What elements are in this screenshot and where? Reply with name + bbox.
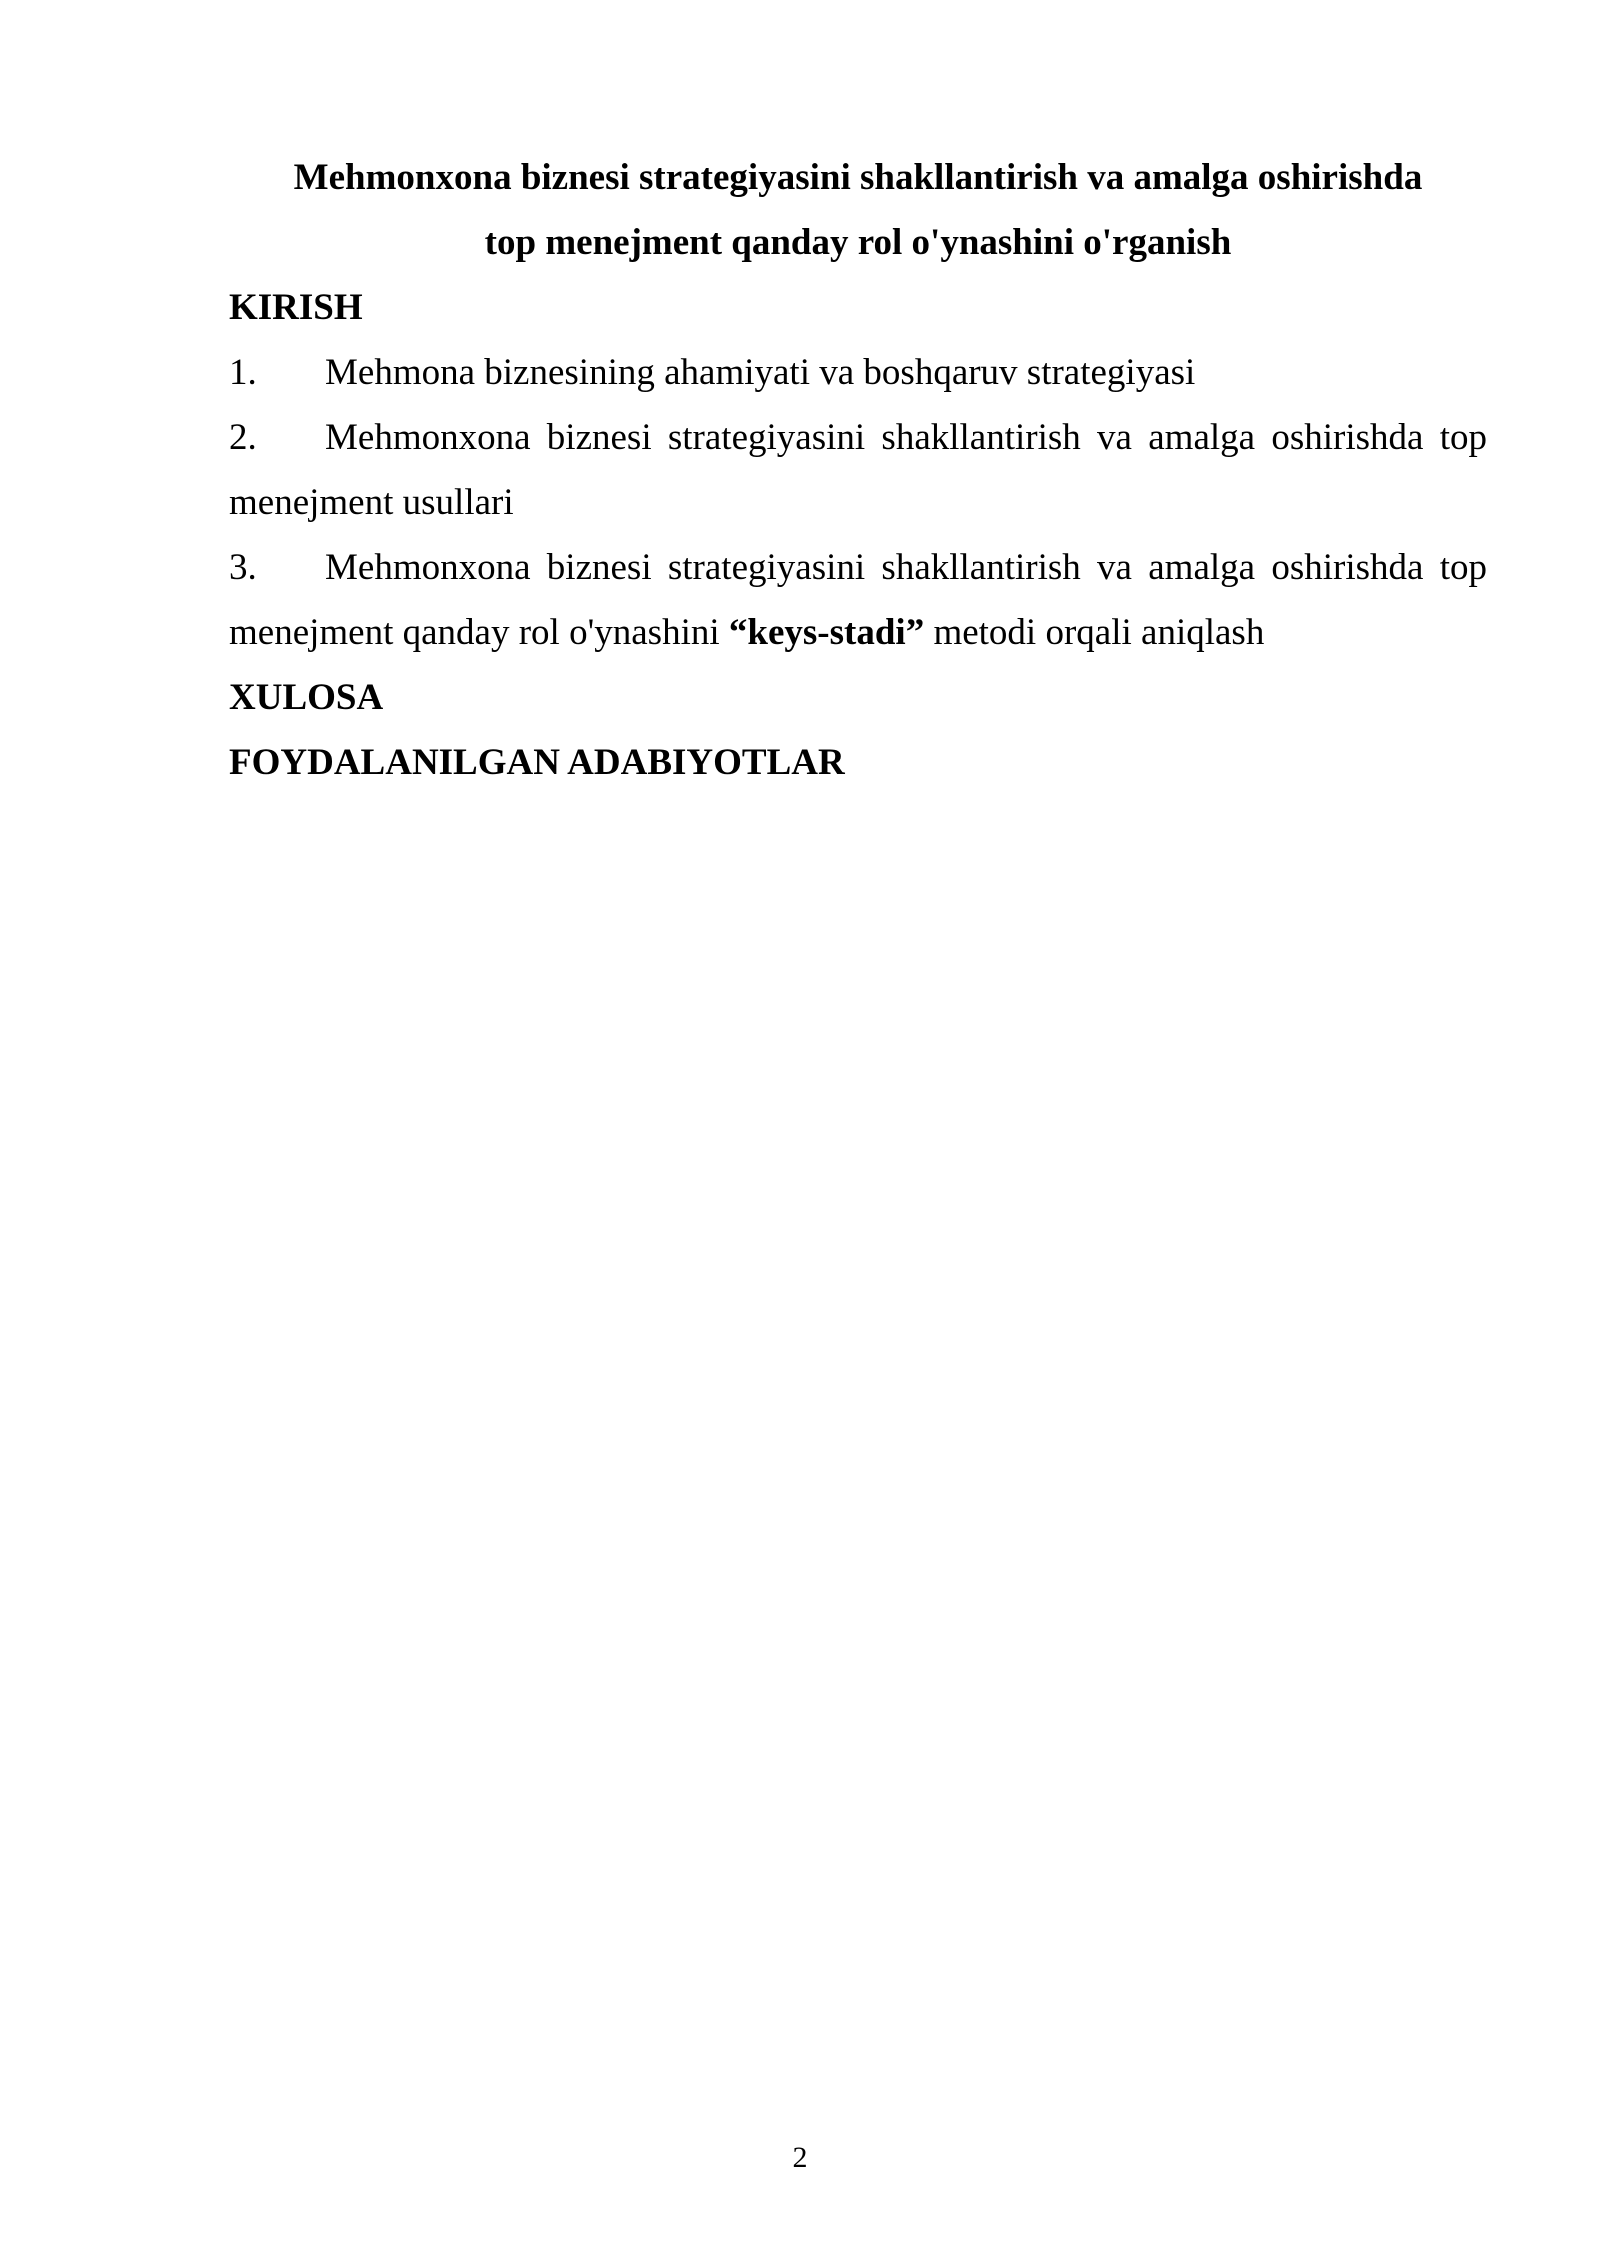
toc-item-1 (229, 340, 1487, 405)
toc-item-text: Mehmonxona biznesi strategiyasini shakllantirish va amalga oshirishda top menejment qanday rol o'ynashini (229, 547, 1487, 653)
conclusion-heading: XULOSA (229, 677, 384, 718)
toc-item-2 (229, 405, 1487, 535)
page-number: 2 (792, 2141, 808, 2174)
toc-item-number: 1. (229, 352, 257, 393)
toc-item-number: 3. (229, 547, 257, 588)
toc-item-3 (229, 535, 1487, 665)
toc-item-emphasis: “keys-stadi” (728, 612, 925, 653)
references-heading: FOYDALANILGAN ADABIYOTLAR (229, 742, 845, 783)
toc-item-text-end: metodi orqali aniqlash (924, 612, 1265, 653)
document-title: Mehmonxona biznesi strategiyasini shakllantirish va amalga oshirishda top menejment qanday rol o'ynashini o'rganish (293, 157, 1423, 263)
toc-item-number: 2. (229, 417, 257, 458)
toc-item-text: Mehmonxona biznesi strategiyasini shakllantirish va amalga oshirishda top menejment usullari (229, 417, 1487, 523)
intro-heading: KIRISH (229, 287, 363, 328)
toc-item-text: Mehmona biznesining ahamiyati va boshqaruv strategiyasi (325, 352, 1196, 393)
document-content (229, 145, 1487, 795)
